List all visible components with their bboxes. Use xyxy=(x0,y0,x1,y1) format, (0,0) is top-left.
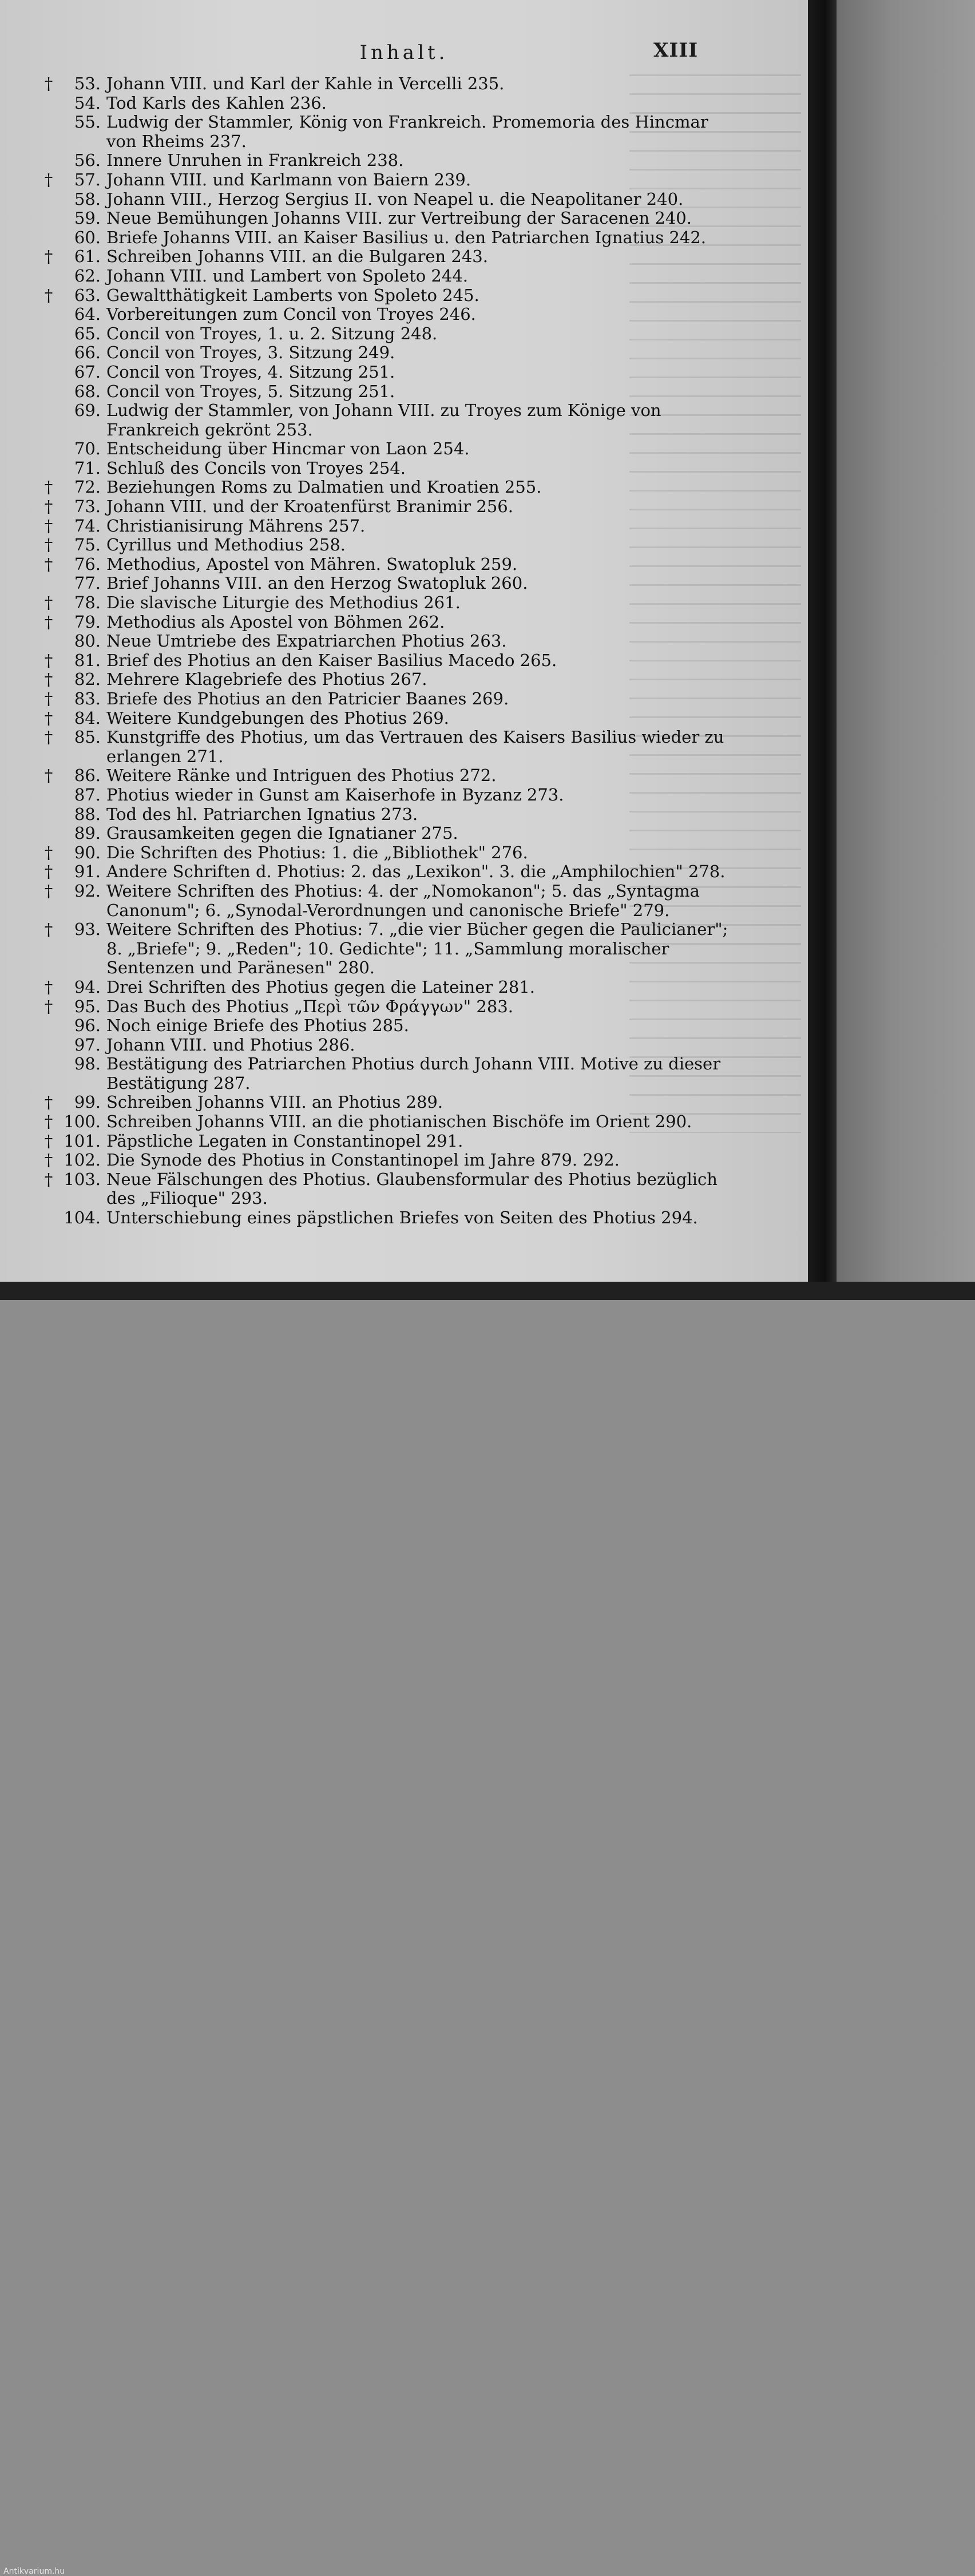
entry-title-line: Bestätigung des Patriarchen Photius durch Johann VIII. Motive zu dieser xyxy=(106,1054,721,1074)
entry-number: 99. xyxy=(74,1092,101,1112)
cross-mark: † xyxy=(44,650,53,670)
entry-title-line: Andere Schriften d. Photius: 2. das „Lexikon". 3. die „Amphilochien" 278. xyxy=(106,862,726,882)
entry-title xyxy=(106,1016,707,1036)
entry-number: 56. xyxy=(74,150,101,171)
entry-title xyxy=(106,786,707,805)
entry-number: 62. xyxy=(74,265,101,286)
toc-entry xyxy=(0,286,744,306)
cross-mark: † xyxy=(44,766,53,786)
entry-title xyxy=(106,689,707,709)
entry-title xyxy=(106,670,707,689)
entry-number: 82. xyxy=(74,669,101,689)
entry-title-line: Ludwig der Stammler, König von Frankreich. Promemoria des Hincmar xyxy=(106,112,708,132)
entry-title xyxy=(106,401,707,439)
cross-mark: † xyxy=(44,920,53,940)
table-of-contents xyxy=(0,74,744,1228)
cross-mark: † xyxy=(44,593,53,613)
entry-number: 89. xyxy=(74,823,101,843)
toc-entry xyxy=(0,517,744,536)
toc-entry xyxy=(0,478,744,497)
toc-entry xyxy=(0,363,744,382)
entry-number: 66. xyxy=(74,343,101,363)
entry-number: 73. xyxy=(74,497,101,517)
cross-mark: † xyxy=(44,612,53,632)
entry-number: 68. xyxy=(74,381,101,401)
entry-title xyxy=(106,171,707,190)
book-binding-shadow xyxy=(808,0,837,1300)
entry-title-line: Das Buch des Photius „Περὶ τῶν Φράγγων" 283. xyxy=(106,996,513,1016)
entry-title xyxy=(106,709,707,728)
entry-title-line: Noch einige Briefe des Photius 285. xyxy=(106,1016,409,1036)
cross-mark: † xyxy=(44,1092,53,1112)
cross-mark: † xyxy=(44,554,53,574)
entry-title-line: Concil von Troyes, 3. Sitzung 249. xyxy=(106,343,395,363)
toc-entry xyxy=(0,728,744,766)
entry-title-line: 8. „Briefe"; 9. „Reden"; 10. Gedichte"; 11. „Sammlung moralischer xyxy=(106,938,669,958)
entry-title-line: Innere Unruhen in Frankreich 238. xyxy=(106,150,404,171)
cross-mark: † xyxy=(44,1112,53,1132)
entry-title xyxy=(106,824,707,843)
entry-title-line: Brief des Photius an den Kaiser Basilius Macedo 265. xyxy=(106,650,557,670)
entry-title-line: Entscheidung über Hincmar von Laon 254. xyxy=(106,439,470,459)
toc-entry xyxy=(0,536,744,555)
entry-title xyxy=(106,151,707,171)
entry-title-line: Grausamkeiten gegen die Ignatianer 275. xyxy=(106,823,458,843)
entry-number: 103. xyxy=(64,1169,101,1189)
toc-entry xyxy=(0,1208,744,1228)
entry-title-line: Weitere Ränke und Intriguen des Photius 272. xyxy=(106,766,497,786)
entry-title-line: Frankreich gekrönt 253. xyxy=(106,419,313,439)
entry-number: 96. xyxy=(74,1016,101,1036)
entry-title xyxy=(106,613,707,632)
toc-entry xyxy=(0,209,744,228)
entry-number: 61. xyxy=(74,247,101,267)
entry-number: 92. xyxy=(74,881,101,901)
entry-number: 72. xyxy=(74,477,101,497)
entry-title xyxy=(106,805,707,825)
entry-title-line: Die Schriften des Photius: 1. die „Bibliothek" 276. xyxy=(106,842,528,862)
entry-title-line: erlangen 271. xyxy=(106,746,224,766)
entry-number: 95. xyxy=(74,996,101,1016)
entry-number: 79. xyxy=(74,612,101,632)
entry-title-line: Schreiben Johanns VIII. an Photius 289. xyxy=(106,1092,443,1112)
entry-title-line: Die slavische Liturgie des Methodius 261. xyxy=(106,593,461,613)
entry-number: 53. xyxy=(74,74,101,93)
toc-entry xyxy=(0,593,744,613)
toc-entry xyxy=(0,324,744,344)
toc-entry xyxy=(0,786,744,805)
cross-mark: † xyxy=(44,516,53,536)
cross-mark: † xyxy=(44,247,53,267)
entry-title-line: Johann VIII. und der Kroatenfürst Branimir 256. xyxy=(106,497,513,517)
toc-entry xyxy=(0,824,744,843)
entry-number: 59. xyxy=(74,208,101,228)
entry-number: 54. xyxy=(74,93,101,113)
entry-title-line: von Rheims 237. xyxy=(106,131,247,151)
entry-number: 87. xyxy=(74,784,101,804)
entry-title xyxy=(106,882,707,920)
entry-title xyxy=(106,459,707,478)
entry-title xyxy=(106,324,707,344)
entry-number: 60. xyxy=(74,227,101,247)
cross-mark: † xyxy=(44,842,53,862)
entry-number: 55. xyxy=(74,112,101,132)
cross-mark: † xyxy=(44,169,53,189)
entry-number: 81. xyxy=(74,650,101,670)
entry-title xyxy=(106,113,707,151)
entry-number: 88. xyxy=(74,804,101,824)
running-header-title: Inhalt. xyxy=(359,41,449,64)
entry-title-line: Weitere Schriften des Photius: 7. „die vier Bücher gegen die Paulicianer"; xyxy=(106,920,728,940)
toc-entry xyxy=(0,74,744,94)
entry-title-line: Kunstgriffe des Photius, um das Vertrauen des Kaisers Basilius wieder zu xyxy=(106,727,724,747)
entry-title xyxy=(106,920,728,978)
entry-title-line: Brief Johanns VIII. an den Herzog Swatopluk 260. xyxy=(106,573,528,593)
bottom-strip xyxy=(0,1282,975,2576)
entry-number: 77. xyxy=(74,573,101,593)
entry-title xyxy=(106,439,707,459)
entry-title-line: Methodius als Apostel von Böhmen 262. xyxy=(106,612,445,632)
entry-title xyxy=(106,843,707,863)
entry-title-line: Unterschiebung eines päpstlichen Briefes von Seiten des Photius 294. xyxy=(106,1208,698,1228)
cross-mark: † xyxy=(44,1131,53,1151)
cross-mark: † xyxy=(44,977,53,997)
toc-entry xyxy=(0,1055,744,1093)
entry-number: 63. xyxy=(74,285,101,305)
cross-mark: † xyxy=(44,881,53,901)
cross-mark: † xyxy=(44,285,53,305)
entry-title xyxy=(106,209,707,228)
entry-title xyxy=(106,593,707,613)
entry-title xyxy=(106,305,707,324)
entry-title-line: Ludwig der Stammler, von Johann VIII. zu Troyes zum Könige von xyxy=(106,401,661,421)
entry-number: 104. xyxy=(64,1208,101,1228)
entry-title xyxy=(106,727,724,766)
toc-entry xyxy=(0,997,744,1017)
entry-title xyxy=(106,1208,707,1228)
entry-title-line: Bestätigung 287. xyxy=(106,1073,251,1093)
entry-title-line: Concil von Troyes, 1. u. 2. Sitzung 248. xyxy=(106,323,438,343)
entry-title xyxy=(106,766,707,786)
page-number: XIII xyxy=(653,39,699,62)
toc-entry xyxy=(0,651,744,671)
entry-title xyxy=(106,517,707,536)
entry-number: 74. xyxy=(74,516,101,536)
entry-title-line: Päpstliche Legaten in Constantinopel 291. xyxy=(106,1131,463,1151)
entry-number: 98. xyxy=(74,1054,101,1074)
entry-title xyxy=(106,1036,707,1055)
toc-entry xyxy=(0,94,744,113)
entry-title-line: Tod des hl. Patriarchen Ignatius 273. xyxy=(106,804,418,824)
entry-title xyxy=(106,632,707,651)
entry-title xyxy=(106,94,707,113)
entry-title-line: Johann VIII., Herzog Sergius II. von Neapel u. die Neapolitaner 240. xyxy=(106,189,684,209)
entry-title xyxy=(106,651,707,671)
entry-title xyxy=(106,74,707,94)
entry-title xyxy=(106,247,707,267)
toc-entry xyxy=(0,882,744,920)
entry-title-line: Johann VIII. und Karlmann von Baiern 239. xyxy=(106,169,471,189)
toc-entry xyxy=(0,1093,744,1112)
entry-title-line: Sentenzen und Paränesen" 280. xyxy=(106,958,375,978)
cross-mark: † xyxy=(44,996,53,1016)
toc-entry xyxy=(0,1112,744,1132)
entry-title-line: Weitere Kundgebungen des Photius 269. xyxy=(106,708,449,728)
entry-title-line: Mehrere Klagebriefe des Photius 267. xyxy=(106,669,427,689)
entry-title xyxy=(106,997,707,1017)
entry-title xyxy=(106,343,707,363)
entry-number: 64. xyxy=(74,304,101,324)
entry-title-line: Weitere Schriften des Photius: 4. der „Nomokanon"; 5. das „Syntagma xyxy=(106,881,700,901)
entry-number: 90. xyxy=(74,842,101,862)
toc-entry xyxy=(0,978,744,997)
entry-number: 70. xyxy=(74,439,101,459)
entry-title-line: Neue Umtriebe des Expatriarchen Photius 263. xyxy=(106,631,507,651)
toc-entry xyxy=(0,555,744,574)
entry-number: 75. xyxy=(74,535,101,555)
toc-entry xyxy=(0,1016,744,1036)
toc-entry xyxy=(0,459,744,478)
toc-entry xyxy=(0,670,744,689)
entry-title-line: Concil von Troyes, 5. Sitzung 251. xyxy=(106,381,395,401)
entry-title-line: Cyrillus und Methodius 258. xyxy=(106,535,346,555)
cross-mark: † xyxy=(44,727,53,747)
toc-entry xyxy=(0,401,744,439)
cross-mark: † xyxy=(44,689,53,708)
watermark: Antikvarium.hu xyxy=(3,2567,65,2576)
entry-number: 78. xyxy=(74,593,101,613)
cross-mark: † xyxy=(44,477,53,497)
entry-title-line: Drei Schriften des Photius gegen die Lateiner 281. xyxy=(106,977,536,997)
toc-entry xyxy=(0,171,744,190)
entry-title-line: Christianisirung Mährens 257. xyxy=(106,516,366,536)
entry-title xyxy=(106,555,707,574)
entry-title-line: Neue Bemühungen Johanns VIII. zur Vertreibung der Saracenen 240. xyxy=(106,208,692,228)
toc-entry xyxy=(0,439,744,459)
entry-title xyxy=(106,1093,707,1112)
toc-entry xyxy=(0,305,744,324)
entry-number: 101. xyxy=(64,1131,101,1151)
entry-number: 102. xyxy=(64,1150,101,1170)
book-page xyxy=(0,0,808,1300)
entry-title-line: Johann VIII. und Karl der Kahle in Vercelli 235. xyxy=(106,74,505,93)
entry-title-line: des „Filioque" 293. xyxy=(106,1188,268,1208)
toc-entry xyxy=(0,267,744,286)
entry-title-line: Tod Karls des Kahlen 236. xyxy=(106,93,327,113)
entry-title xyxy=(106,978,707,997)
cross-mark: † xyxy=(44,669,53,689)
entry-title xyxy=(106,1132,707,1151)
background-surface xyxy=(837,0,975,1300)
entry-title-line: Schreiben Johanns VIII. an die Bulgaren 243. xyxy=(106,247,488,267)
entry-number: 80. xyxy=(74,631,101,651)
entry-title xyxy=(106,363,707,382)
entry-number: 100. xyxy=(64,1112,101,1132)
toc-entry xyxy=(0,613,744,632)
cross-mark: † xyxy=(44,497,53,517)
entry-title-line: Briefe Johanns VIII. an Kaiser Basilius u. den Patriarchen Ignatius 242. xyxy=(106,227,707,247)
entry-title-line: Vorbereitungen zum Concil von Troyes 246. xyxy=(106,304,476,324)
entry-title xyxy=(106,190,707,209)
toc-entry xyxy=(0,1132,744,1151)
entry-number: 85. xyxy=(74,727,101,747)
entry-title xyxy=(106,286,707,306)
entry-number: 91. xyxy=(74,862,101,882)
entry-number: 97. xyxy=(74,1035,101,1055)
entry-title xyxy=(106,862,726,882)
toc-entry xyxy=(0,343,744,363)
entry-number: 94. xyxy=(74,977,101,997)
toc-entry xyxy=(0,574,744,593)
toc-entry xyxy=(0,862,744,882)
toc-entry xyxy=(0,382,744,402)
cross-mark: † xyxy=(44,708,53,728)
entry-title-line: Beziehungen Roms zu Dalmatien und Kroatien 255. xyxy=(106,477,542,497)
toc-entry xyxy=(0,190,744,209)
toc-entry xyxy=(0,805,744,825)
toc-entry xyxy=(0,843,744,863)
entry-title-line: Johann VIII. und Lambert von Spoleto 244. xyxy=(106,265,468,286)
entry-number: 93. xyxy=(74,920,101,940)
entry-number: 57. xyxy=(74,169,101,189)
entry-title xyxy=(106,574,707,593)
entry-title-line: Neue Fälschungen des Photius. Glaubensformular des Photius bezüglich xyxy=(106,1169,718,1189)
toc-entry xyxy=(0,766,744,786)
entry-title xyxy=(106,1054,721,1093)
toc-entry xyxy=(0,632,744,651)
entry-title xyxy=(106,478,707,497)
entry-title-line: Schluß des Concils von Troyes 254. xyxy=(106,458,406,478)
toc-entry xyxy=(0,689,744,709)
entry-title xyxy=(106,382,707,402)
cross-mark: † xyxy=(44,1169,53,1189)
entry-title-line: Methodius, Apostel von Mähren. Swatopluk 259. xyxy=(106,554,518,574)
toc-entry xyxy=(0,709,744,728)
entry-number: 65. xyxy=(74,323,101,343)
toc-entry xyxy=(0,247,744,267)
cross-mark: † xyxy=(44,1150,53,1170)
cross-mark: † xyxy=(44,74,53,93)
toc-entry xyxy=(0,1151,744,1170)
entry-title-line: Photius wieder in Gunst am Kaiserhofe in Byzanz 273. xyxy=(106,784,564,804)
entry-title xyxy=(106,1169,718,1208)
entry-number: 58. xyxy=(74,189,101,209)
entry-title xyxy=(106,267,707,286)
entry-number: 83. xyxy=(74,689,101,708)
entry-title-line: Briefe des Photius an den Patricier Baanes 269. xyxy=(106,689,509,708)
entry-title-line: Concil von Troyes, 4. Sitzung 251. xyxy=(106,362,395,382)
entry-title xyxy=(106,1151,707,1170)
entry-title-line: Canonum"; 6. „Synodal-Verordnungen und canonische Briefe" 279. xyxy=(106,900,670,920)
entry-number: 84. xyxy=(74,708,101,728)
entry-number: 86. xyxy=(74,766,101,786)
toc-entry xyxy=(0,497,744,517)
entry-number: 67. xyxy=(74,362,101,382)
entry-title-line: Gewaltthätigkeit Lamberts von Spoleto 245. xyxy=(106,285,479,305)
toc-entry xyxy=(0,1170,744,1208)
cross-mark: † xyxy=(44,862,53,882)
toc-entry xyxy=(0,1036,744,1055)
entry-title xyxy=(106,497,707,517)
entry-title xyxy=(106,228,707,248)
toc-entry xyxy=(0,151,744,171)
toc-entry xyxy=(0,920,744,978)
entry-title-line: Schreiben Johanns VIII. an die photianischen Bischöfe im Orient 290. xyxy=(106,1112,692,1132)
toc-entry xyxy=(0,113,744,151)
entry-title xyxy=(106,1112,707,1132)
toc-entry xyxy=(0,228,744,248)
entry-title-line: Johann VIII. und Photius 286. xyxy=(106,1035,355,1055)
entry-number: 76. xyxy=(74,554,101,574)
cross-mark: † xyxy=(44,535,53,555)
entry-title xyxy=(106,536,707,555)
entry-number: 71. xyxy=(74,458,101,478)
entry-number: 69. xyxy=(74,401,101,421)
entry-title-line: Die Synode des Photius in Constantinopel im Jahre 879. 292. xyxy=(106,1150,620,1170)
